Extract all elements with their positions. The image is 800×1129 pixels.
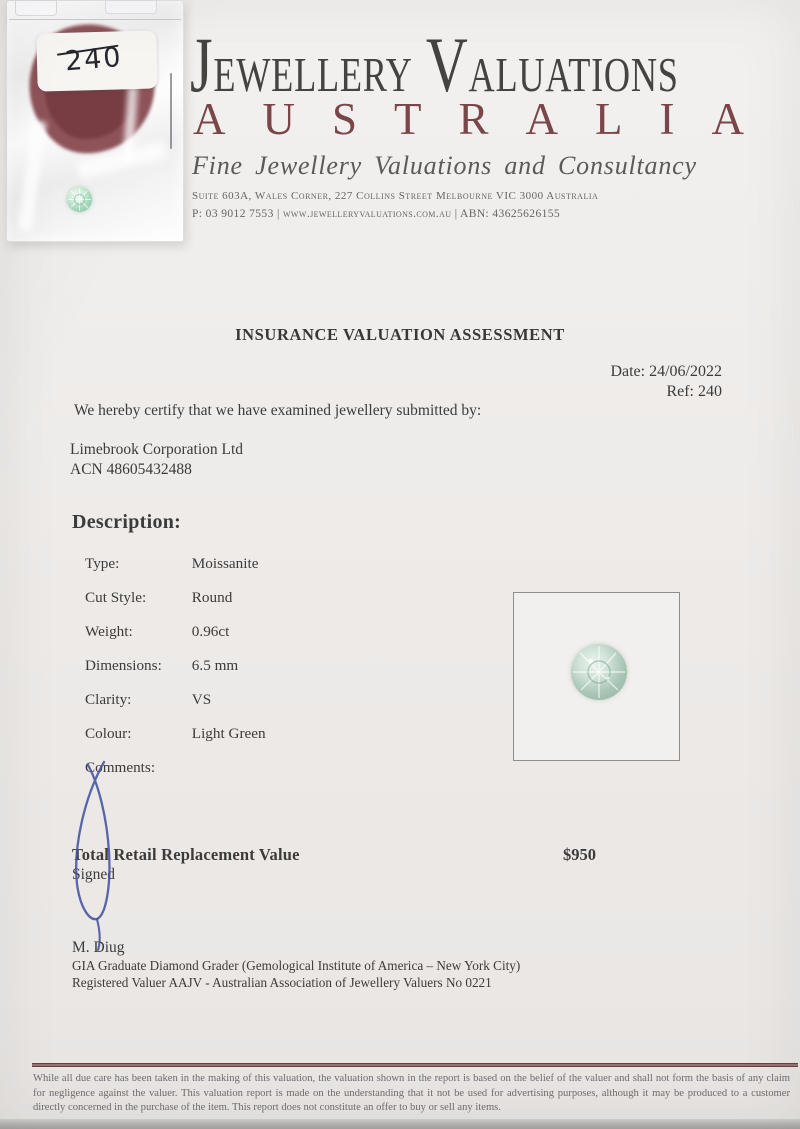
ref-line — [472, 382, 722, 402]
field-row-colour — [85, 725, 505, 743]
brand-word-jewellery: Jewellery — [190, 21, 413, 108]
total-replacement-value-label: Total Retail Replacement Value — [72, 845, 300, 864]
field-row-dimensions — [85, 657, 505, 675]
date-line — [472, 362, 722, 382]
field-label: Cut Style: — [85, 589, 147, 606]
document-title: INSURANCE VALUATION ASSESSMENT — [235, 325, 565, 344]
field-label: Clarity: — [85, 691, 132, 708]
field-value: VS — [191, 691, 212, 708]
field-label: Comments: — [85, 759, 156, 776]
client-name: Limebrook Corporation Ltd — [70, 441, 244, 458]
field-label: Colour: — [85, 725, 132, 742]
brand-word-valuations: Valuations — [425, 21, 679, 108]
bag-zip-tab — [105, 0, 157, 14]
brand-name — [190, 21, 679, 108]
plastic-gem-bag — [6, 0, 184, 242]
field-label: Weight: — [85, 623, 133, 640]
date-ref-block — [472, 362, 722, 401]
gemstone-in-bag — [67, 187, 92, 212]
letterhead-address: Suite 603A, Wales Corner, 227 Collins Street Melbourne VIC 3000 Australia — [192, 190, 599, 202]
footer-disclaimer: While all due care has been taken in the making of this valuation, the valuation shown in the report is based on the belief of the valuer and shall not form the basis of any claim for negligence against the valuer. This valuation report is made on the understanding that it not be used for advertising purposes, although it may be produced to a customer directly concerned in the purchase of the item. This report does not constitute an offer to buy or sell any items. — [33, 1073, 790, 1114]
signed-label: Signed — [72, 866, 116, 883]
bag-edge-crease — [170, 73, 172, 149]
field-value: 6.5 mm — [191, 657, 239, 674]
client-acn: ACN 48605432488 — [70, 460, 192, 478]
total-replacement-value: $950 — [563, 845, 596, 864]
field-value: 0.96ct — [191, 623, 230, 640]
footer-divider-rule — [32, 1063, 798, 1067]
description-heading: Description: — [72, 511, 182, 533]
certify-statement: We hereby certify that we have examined jewellery submitted by: — [74, 402, 482, 419]
gem-photo-frame — [513, 592, 680, 761]
valuer-credential-1: GIA Graduate Diamond Grader (Gemological Institute of America – New York City) — [72, 958, 521, 973]
field-value: Moissanite — [191, 555, 259, 572]
bag-zip-seam — [9, 19, 181, 20]
field-row-comments — [85, 759, 505, 777]
valuer-name: M. Diug — [72, 939, 125, 956]
letterhead-contact: P: 03 9012 7553 | www.jewelleryvaluations.com.au | ABN: 43625626155 — [192, 208, 561, 220]
valuer-credential-2: Registered Valuer AAJV - Australian Association of Jewellery Valuers No 0221 — [72, 975, 492, 990]
ref-value: 240 — [698, 382, 722, 400]
field-label: Dimensions: — [85, 657, 162, 674]
client-block — [70, 440, 243, 479]
field-label: Type: — [85, 555, 120, 572]
field-row-cut-style — [85, 589, 505, 607]
handwritten-reference-number: 240 — [63, 41, 124, 78]
brand-country: AUSTRALIA — [193, 94, 781, 144]
ref-label: Ref: — [666, 382, 694, 400]
date-label: Date: — [610, 363, 646, 380]
bag-reference-label — [36, 30, 157, 91]
brand-tagline: Fine Jewellery Valuations and Consultancy — [192, 151, 697, 180]
field-row-clarity — [85, 691, 505, 709]
date-value: 24/06/2022 — [649, 363, 722, 380]
photo-bottom-edge — [0, 1119, 800, 1129]
gem-photo — [571, 644, 627, 700]
field-row-type — [85, 555, 505, 573]
bag-zip-tab — [15, 0, 57, 16]
signature — [60, 748, 140, 958]
field-value: Light Green — [191, 725, 266, 742]
field-row-weight — [85, 623, 505, 641]
field-value: Round — [191, 589, 233, 606]
